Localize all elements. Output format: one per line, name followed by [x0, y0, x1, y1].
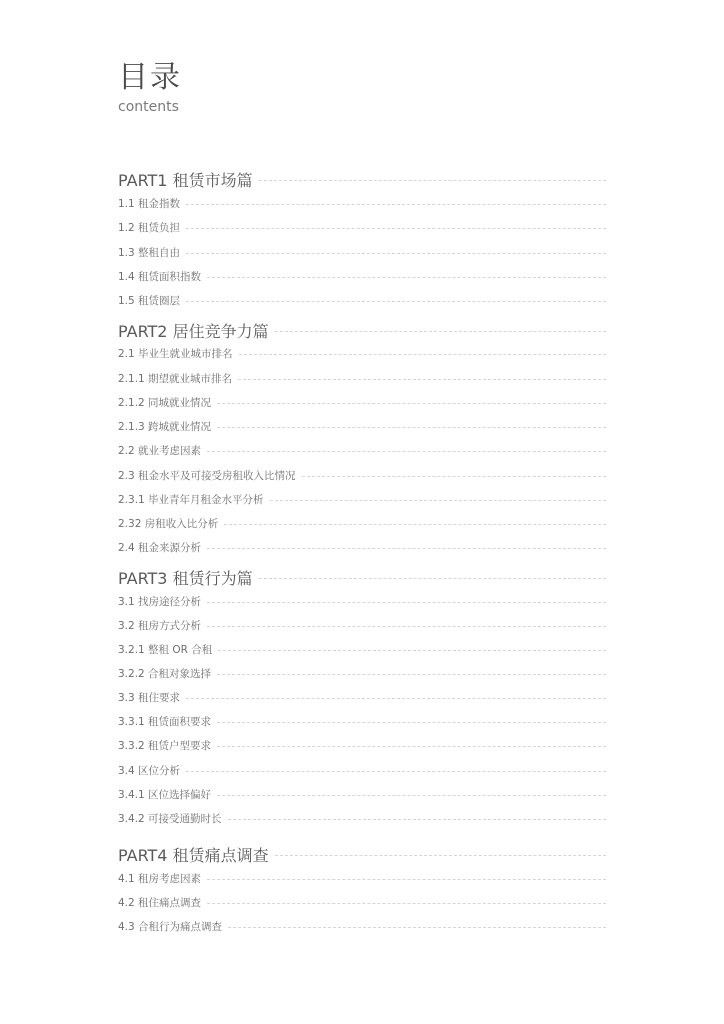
- dotted-leader-line: [228, 927, 606, 928]
- dotted-leader-line: [186, 228, 606, 229]
- dotted-leader-line: [275, 855, 606, 856]
- toc-entry[interactable]: [118, 417, 606, 435]
- toc-entry-label: 2.1.1 期望就业城市排名: [118, 372, 233, 385]
- toc-entry-label: 3.3.2 租赁户型要求: [118, 739, 212, 752]
- toc-entry[interactable]: [118, 490, 606, 508]
- toc-entry[interactable]: [118, 736, 606, 754]
- toc-entry-label: 2.3 租金水平及可接受房租收入比情况: [118, 469, 296, 482]
- toc-entry[interactable]: [118, 218, 606, 236]
- dotted-leader-line: [259, 578, 606, 579]
- toc-part-label: PART3 租赁行为篇: [118, 568, 253, 588]
- toc-entry-label: 2.3.1 毕业青年月租金水平分析: [118, 493, 264, 506]
- toc-entry-label: 3.2.2 合租对象选择: [118, 667, 212, 680]
- dotted-leader-line: [217, 795, 606, 796]
- dotted-leader-line: [224, 524, 606, 525]
- toc-part-heading[interactable]: [118, 318, 606, 342]
- toc-entry-label: 3.2 租房方式分析: [118, 619, 202, 632]
- toc-entry-label: 3.2.1 整租 OR 合租: [118, 643, 213, 656]
- toc-entry[interactable]: [118, 893, 606, 911]
- dotted-leader-line: [217, 403, 606, 404]
- toc-entry-label: 3.3.1 租赁面积要求: [118, 715, 212, 728]
- dotted-leader-line: [207, 879, 606, 880]
- dotted-leader-line: [302, 476, 606, 477]
- toc-entry-label: 3.4 区位分析: [118, 764, 181, 777]
- toc-part-label: PART1 租赁市场篇: [118, 170, 253, 190]
- dotted-leader-line: [207, 277, 606, 278]
- toc-part-heading[interactable]: [118, 167, 606, 191]
- dotted-leader-line: [259, 180, 606, 181]
- toc-entry[interactable]: [118, 592, 606, 610]
- table-of-contents: [118, 0, 606, 1024]
- toc-entry-label: 3.4.2 可接受通勤时长: [118, 812, 222, 825]
- toc-entry-label: 2.1.2 同城就业情况: [118, 396, 212, 409]
- toc-entry[interactable]: [118, 616, 606, 634]
- dotted-leader-line: [207, 451, 606, 452]
- toc-entry[interactable]: [118, 869, 606, 887]
- toc-entry[interactable]: [118, 267, 606, 285]
- toc-entry[interactable]: [118, 194, 606, 212]
- dotted-leader-line: [217, 722, 606, 723]
- toc-entry[interactable]: [118, 761, 606, 779]
- dotted-leader-line: [186, 698, 606, 699]
- toc-entry[interactable]: [118, 664, 606, 682]
- toc-entry[interactable]: [118, 393, 606, 411]
- toc-entry-label: 1.1 租金指数: [118, 197, 181, 210]
- toc-entry[interactable]: [118, 369, 606, 387]
- toc-part-heading[interactable]: [118, 842, 606, 866]
- dotted-leader-line: [186, 204, 606, 205]
- toc-part-label: PART2 居住竞争力篇: [118, 321, 269, 341]
- page-title: 目录: [118, 60, 182, 95]
- toc-entry-label: 2.4 租金来源分析: [118, 541, 202, 554]
- dotted-leader-line: [186, 253, 606, 254]
- dotted-leader-line: [218, 650, 606, 651]
- dotted-leader-line: [207, 903, 606, 904]
- dotted-leader-line: [238, 379, 606, 380]
- toc-entry-label: 2.2 就业考虑因素: [118, 444, 202, 457]
- toc-entry-label: 1.2 租赁负担: [118, 221, 181, 234]
- dotted-leader-line: [217, 746, 606, 747]
- toc-entry[interactable]: [118, 917, 606, 935]
- dotted-leader-line: [207, 548, 606, 549]
- toc-entry-label: 2.1.3 跨城就业情况: [118, 420, 212, 433]
- toc-entry-label: 3.3 租住要求: [118, 691, 181, 704]
- toc-entry[interactable]: [118, 538, 606, 556]
- toc-entry[interactable]: [118, 466, 606, 484]
- toc-entry-label: 2.1 毕业生就业城市排名: [118, 347, 233, 360]
- toc-entry[interactable]: [118, 785, 606, 803]
- toc-entry[interactable]: [118, 809, 606, 827]
- dotted-leader-line: [239, 354, 606, 355]
- toc-entry[interactable]: [118, 441, 606, 459]
- toc-entry[interactable]: [118, 243, 606, 261]
- toc-part-heading[interactable]: [118, 565, 606, 589]
- toc-entry-label: 1.3 整租自由: [118, 246, 181, 259]
- toc-entry-label: 3.4.1 区位选择偏好: [118, 788, 212, 801]
- page-subtitle: contents: [118, 99, 179, 115]
- dotted-leader-line: [217, 427, 606, 428]
- dotted-leader-line: [207, 602, 606, 603]
- dotted-leader-line: [186, 771, 606, 772]
- toc-entry[interactable]: [118, 344, 606, 362]
- dotted-leader-line: [186, 301, 606, 302]
- toc-entry-label: 1.5 租赁圈层: [118, 294, 181, 307]
- dotted-leader-line: [207, 626, 606, 627]
- toc-part-label: PART4 租赁痛点调查: [118, 845, 269, 865]
- toc-entry-label: 1.4 租赁面积指数: [118, 270, 202, 283]
- toc-entry-label: 3.1 找房途径分析: [118, 595, 202, 608]
- toc-entry[interactable]: [118, 291, 606, 309]
- dotted-leader-line: [270, 500, 606, 501]
- dotted-leader-line: [217, 674, 606, 675]
- dotted-leader-line: [275, 331, 606, 332]
- toc-entry[interactable]: [118, 712, 606, 730]
- toc-entry-label: 4.1 租房考虑因素: [118, 872, 202, 885]
- toc-entry[interactable]: [118, 688, 606, 706]
- toc-entry[interactable]: [118, 514, 606, 532]
- toc-entry-label: 4.3 合租行为痛点调查: [118, 920, 223, 933]
- toc-entry-label: 2.32 房租收入比分析: [118, 517, 219, 530]
- toc-entry[interactable]: [118, 640, 606, 658]
- dotted-leader-line: [228, 819, 606, 820]
- toc-entry-label: 4.2 租住痛点调查: [118, 896, 202, 909]
